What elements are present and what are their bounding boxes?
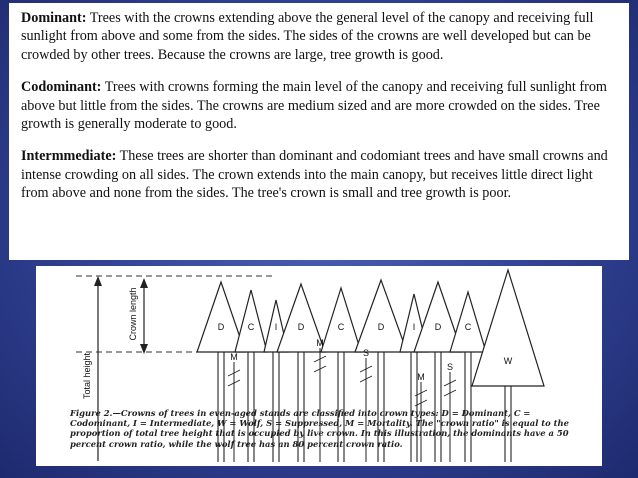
term-intermediate: Intermmediate: bbox=[21, 148, 117, 165]
crown-type-label: C bbox=[247, 322, 255, 332]
crown-type-label: D bbox=[217, 322, 225, 332]
figure-caption: Figure 2.—Crowns of trees in even-aged stands are classified into crown types: D = Dominant, C = Codominant, I = Intermediate, W = Wolf, S = Suppressed, M = Mortality. The "crown ratio" is equal to the proportion of total tree height that is occupied by live crown. In this illustration, the dominants have a 50 percent crown ratio, while the wolf tree has an 80 percent crown ratio. bbox=[70, 408, 569, 449]
tree-crown bbox=[472, 270, 544, 386]
understory-label: S bbox=[362, 348, 370, 358]
term-codominant: Codominant: bbox=[21, 79, 102, 96]
understory-label: M bbox=[417, 372, 425, 382]
tree-crown bbox=[235, 290, 267, 352]
crown-type-label: C bbox=[464, 322, 472, 332]
definition-codominant bbox=[21, 78, 619, 133]
definitions-panel bbox=[9, 3, 629, 260]
total-height-arrowhead bbox=[94, 276, 102, 286]
crown-type-label: W bbox=[503, 356, 513, 366]
understory-label: S bbox=[446, 362, 454, 372]
tree-crown bbox=[321, 288, 361, 352]
understory-label: M bbox=[316, 338, 324, 348]
definition-text-intermediate: These trees are shorter than dominant and codomiant trees and have small crowns and intense crowding on all sides. The crown extends into the main canopy, but receives little direct light from above and none from the sides. The tree's crown is small and tree growth is poor. bbox=[21, 148, 608, 202]
crown-type-label: D bbox=[434, 322, 442, 332]
understory-label: M bbox=[230, 352, 238, 362]
total-height-label: Total height bbox=[82, 352, 92, 400]
definition-text-codominant: Trees with crowns forming the main level of the canopy and receiving full sunlight from above but little from the sides. The crowns are medium sized and are more crowded on the sides. Tree growth is generally moderate to good. bbox=[21, 79, 607, 133]
definition-intermediate bbox=[21, 147, 619, 202]
crown-type-label: C bbox=[337, 322, 345, 332]
crown-type-label: I bbox=[274, 322, 278, 332]
crown-classes-figure bbox=[36, 266, 602, 466]
crown-type-label: D bbox=[377, 322, 385, 332]
crown-length-arrowhead-top bbox=[140, 278, 148, 288]
term-dominant: Dominant: bbox=[21, 10, 87, 26]
tree-crown bbox=[355, 280, 407, 352]
crown-type-label: I bbox=[412, 322, 416, 332]
definition-dominant bbox=[21, 9, 619, 64]
definition-text-dominant: Trees with the crowns extending above the general level of the canopy and receiving full sunlight from above and some from the sides. The sides of the crowns are well developed but can be crowded by other trees. Because the crowns are large, tree growth is good. bbox=[21, 10, 594, 63]
crown-type-label: D bbox=[297, 322, 305, 332]
crown-length-label: Crown length bbox=[128, 287, 138, 341]
